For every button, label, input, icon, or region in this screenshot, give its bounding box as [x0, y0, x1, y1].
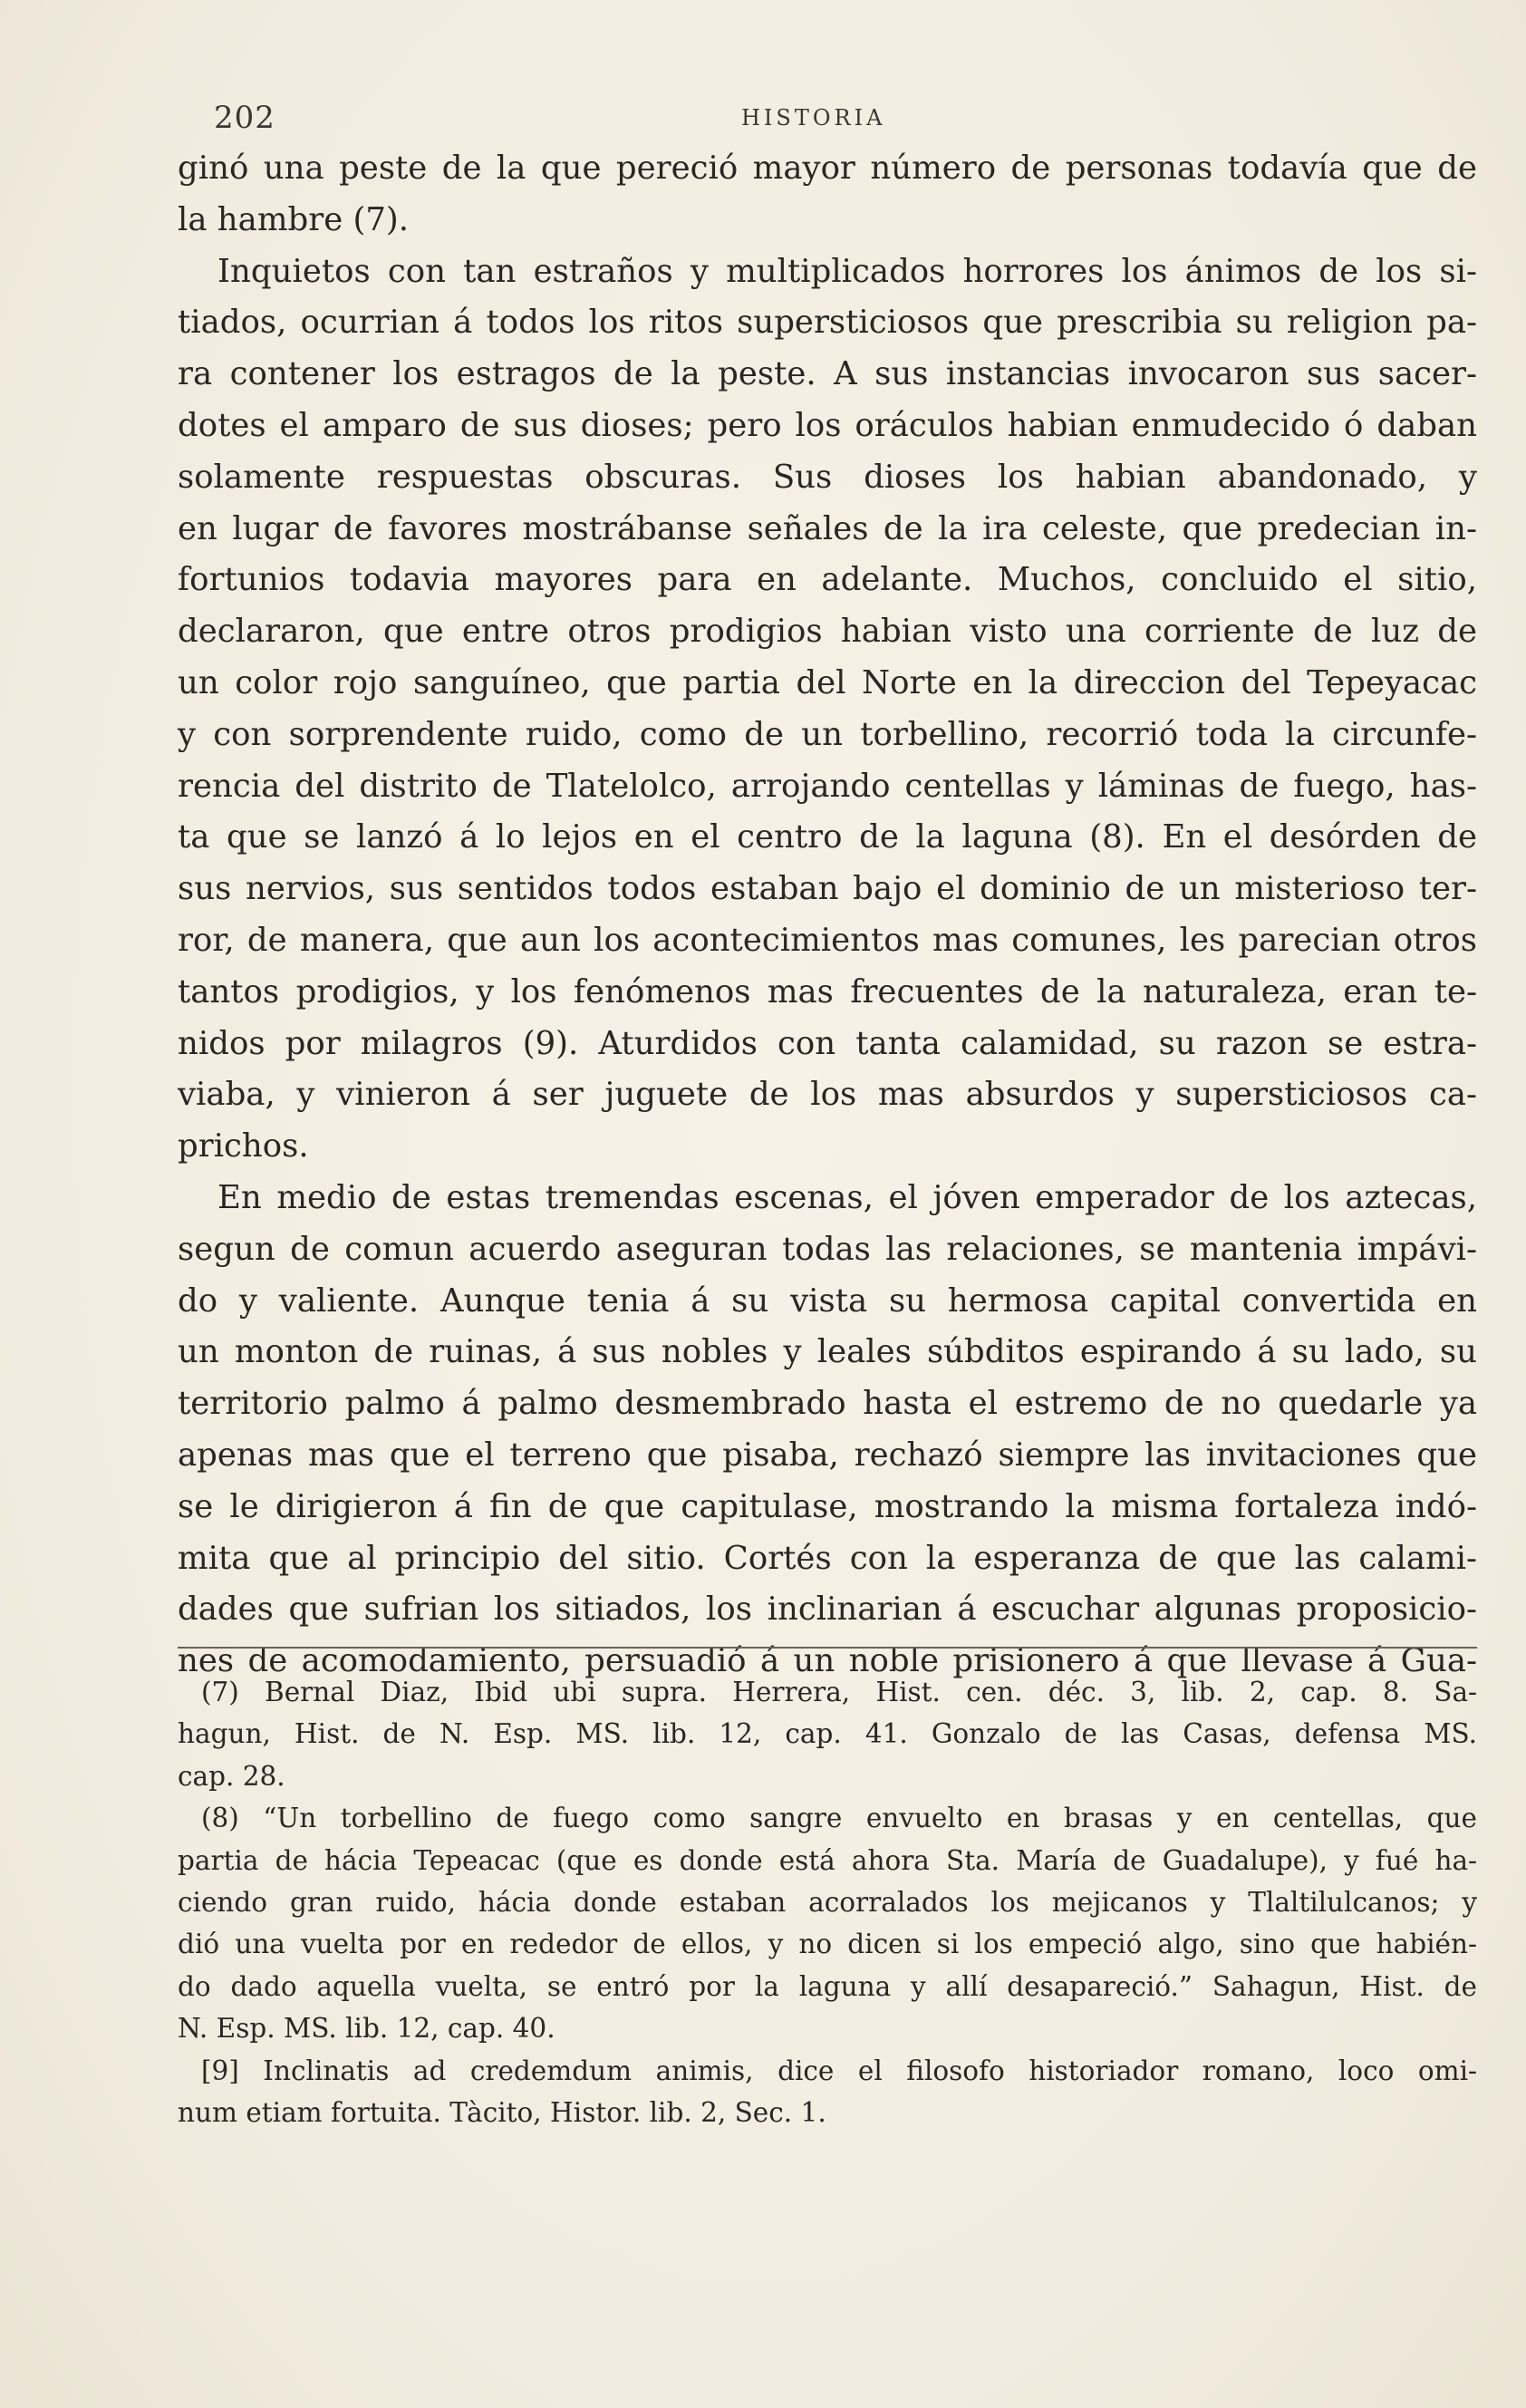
text-line: dotes el amparo de sus dioses; pero los oráculos habian enmudecido ó daban [178, 406, 1477, 444]
text-line: tantos prodigios, y los fenómenos mas frecuentes de la naturaleza, eran te- [178, 972, 1477, 1011]
text-line: nidos por milagros (9). Aturdidos con tanta calamidad, su razon se estra- [178, 1024, 1477, 1062]
text-line: tiados, ocurrian á todos los ritos supersticiosos que prescribia su religion pa- [178, 304, 1477, 342]
text-line: do y valiente. Aunque tenia á su vista su hermosa capital convertida en [178, 1281, 1477, 1320]
text-line: y con sorprendente ruido, como de un torbellino, recorrió toda la circunfe- [178, 715, 1477, 753]
text-line: ra contener los estragos de la peste. A sus instancias invocaron sus sacer- [178, 355, 1477, 393]
footnote-line: dió una vuelta por en rededor de ellos, y no dicen si los empeció algo, sino que habién- [178, 1929, 1477, 1960]
footnote-line: partia de hácia Tepeacac (que es donde está ahora Sta. María de Guadalupe), y fué ha- [178, 1844, 1477, 1876]
footnote-divider [178, 1647, 1477, 1649]
text-line: sus nervios, sus sentidos todos estaban bajo el dominio de un misterioso ter- [178, 870, 1477, 908]
footnote-line: num etiam fortuita. Tàcito, Histor. lib. 2, Sec. 1. [178, 2096, 826, 2128]
footnote-line: [9] Inclinatis ad credemdum animis, dice el filosofo historiador romano, loco omi- [201, 2055, 1477, 2086]
text-line: rencia del distrito de Tlatelolco, arrojando centellas y láminas de fuego, has- [178, 767, 1477, 805]
text-line: ta que se lanzó á lo lejos en el centro de la laguna (8). En el desórden de [178, 818, 1477, 856]
text-line: un monton de ruinas, á sus nobles y leales súbditos espirando á su lado, su [178, 1333, 1477, 1371]
text-line: dades que sufrian los sitiados, los inclinarian á escuchar algunas proposicio- [178, 1591, 1477, 1629]
footnote-line: (7) Bernal Diaz, Ibid ubi supra. Herrera, Hist. cen. déc. 3, lib. 2, cap. 8. Sa- [201, 1677, 1477, 1707]
text-line: declararon, que entre otros prodigios habian visto una corriente de luz de [178, 613, 1477, 651]
text-line: la hambre (7). [178, 200, 410, 238]
text-line: Inquietos con tan estraños y multiplicados horrores los ánimos de los si- [217, 252, 1477, 290]
running-head: HISTORIA [741, 105, 886, 131]
footnotes [178, 1671, 1477, 2133]
page-number: 202 [214, 100, 275, 136]
text-line: ror, de manera, que aun los acontecimientos mas comunes, les parecian otros [178, 921, 1477, 959]
text-line: territorio palmo á palmo desmembrado hasta el estremo de no quedarle ya [178, 1385, 1477, 1423]
text-line: apenas mas que el terreno que pisaba, rechazó siempre las invitaciones que [178, 1436, 1477, 1474]
page-header [214, 100, 1473, 136]
text-line: viaba, y vinieron á ser juguete de los mas absurdos y supersticiosos ca- [178, 1076, 1477, 1114]
text-line: En medio de estas tremendas escenas, el jóven emperador de los aztecas, [217, 1178, 1477, 1216]
footnote-line: do dado aquella vuelta, se entró por la laguna y allí desapareció.” Sahagun, Hist. de [178, 1970, 1477, 2002]
text-line: ginó una peste de la que pereció mayor número de personas todavía que de [178, 150, 1477, 187]
footnote-line: (8) “Un torbellino de fuego como sangre envuelto en brasas y en centellas, que [201, 1803, 1477, 1834]
text-line: segun de comun acuerdo aseguran todas las relaciones, se mantenia impávi- [178, 1230, 1477, 1268]
footnote-line: hagun, Hist. de N. Esp. MS. lib. 12, cap. 41. Gonzalo de las Casas, defensa MS. [178, 1718, 1477, 1750]
text-line: se le dirigieron á fin de que capitulase, mostrando la misma fortaleza indó- [178, 1487, 1477, 1525]
text-line: fortunios todavia mayores para en adelante. Muchos, concluido el sitio, [178, 561, 1477, 599]
main-text [178, 143, 1477, 1688]
text-line: solamente respuestas obscuras. Sus dioses los habian abandonado, y [178, 458, 1477, 496]
text-line: nes de acomodamiento, persuadió á un noble prisionero á que llevase á Gua- [178, 1642, 1477, 1680]
text-line: un color rojo sanguíneo, que partia del Norte en la direccion del Tepeyacac [178, 663, 1477, 701]
footnote-line: cap. 28. [178, 1760, 285, 1792]
footnote-line: ciendo gran ruido, hácia donde estaban acorralados los mejicanos y Tlaltilulcanos; y [178, 1886, 1477, 1918]
text-line: en lugar de favores mostrábanse señales de la ira celeste, que predecian in- [178, 509, 1477, 547]
text-line: prichos. [178, 1127, 309, 1165]
footnote-line: N. Esp. MS. lib. 12, cap. 40. [178, 2013, 555, 2045]
text-line: mita que al principio del sitio. Cortés con la esperanza de que las calami- [178, 1539, 1477, 1577]
